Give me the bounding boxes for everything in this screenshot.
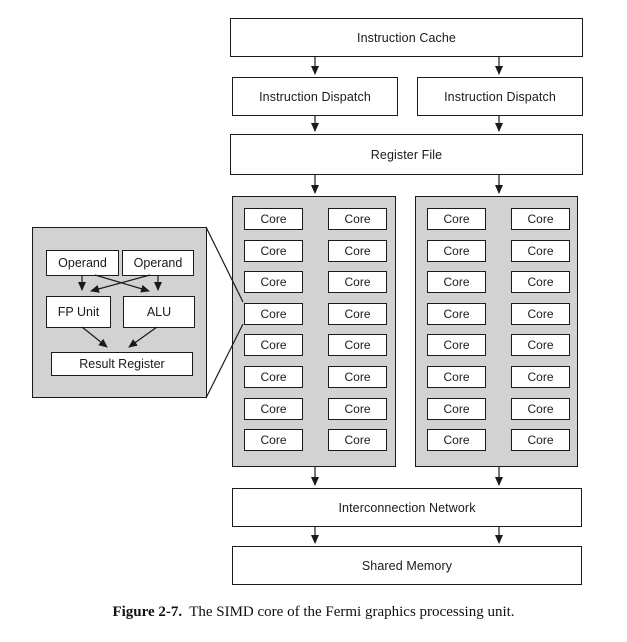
core-box: Core <box>244 398 303 420</box>
core-box: Core <box>427 303 486 325</box>
core-box: Core <box>511 271 570 293</box>
core-box: Core <box>244 240 303 262</box>
core-box: Core <box>427 334 486 356</box>
core-box: Core <box>511 303 570 325</box>
instruction-dispatch-left-box: Instruction Dispatch <box>232 77 398 116</box>
core-box: Core <box>244 334 303 356</box>
figure-caption-label: Figure 2-7. <box>112 604 183 620</box>
core-box: Core <box>328 271 387 293</box>
core-box: Core <box>427 366 486 388</box>
instruction-dispatch-right-box: Instruction Dispatch <box>417 77 583 116</box>
core-box: Core <box>511 366 570 388</box>
core-box: Core <box>511 240 570 262</box>
interconnection-network-box: Interconnection Network <box>232 488 582 527</box>
core-box: Core <box>244 429 303 451</box>
core-box: Core <box>427 398 486 420</box>
core-box: Core <box>427 208 486 230</box>
core-box: Core <box>244 208 303 230</box>
core-box: Core <box>244 271 303 293</box>
core-box: Core <box>427 240 486 262</box>
result-register-box: Result Register <box>51 352 193 376</box>
core-cluster-left <box>232 196 396 467</box>
core-box: Core <box>328 334 387 356</box>
core-box: Core <box>328 240 387 262</box>
operand-left-box: Operand <box>46 250 119 276</box>
core-box: Core <box>511 334 570 356</box>
operand-right-box: Operand <box>122 250 194 276</box>
core-box: Core <box>427 429 486 451</box>
core-cluster-right <box>415 196 578 467</box>
figure-caption-text: The SIMD core of the Fermi graphics processing unit. <box>189 604 515 620</box>
fp-unit-box: FP Unit <box>46 296 111 328</box>
core-box: Core <box>328 429 387 451</box>
core-box: Core <box>328 208 387 230</box>
core-box: Core <box>328 398 387 420</box>
alu-box: ALU <box>123 296 195 328</box>
core-box: Core <box>328 366 387 388</box>
register-file-box: Register File <box>230 134 583 175</box>
shared-memory-box: Shared Memory <box>232 546 582 585</box>
instruction-cache-box: Instruction Cache <box>230 18 583 57</box>
core-box: Core <box>511 429 570 451</box>
figure-caption <box>0 604 627 621</box>
core-box: Core <box>328 303 387 325</box>
core-box: Core <box>244 303 303 325</box>
core-box: Core <box>244 366 303 388</box>
core-box: Core <box>511 398 570 420</box>
core-box: Core <box>511 208 570 230</box>
core-box: Core <box>427 271 486 293</box>
core-detail-inset <box>32 227 207 398</box>
